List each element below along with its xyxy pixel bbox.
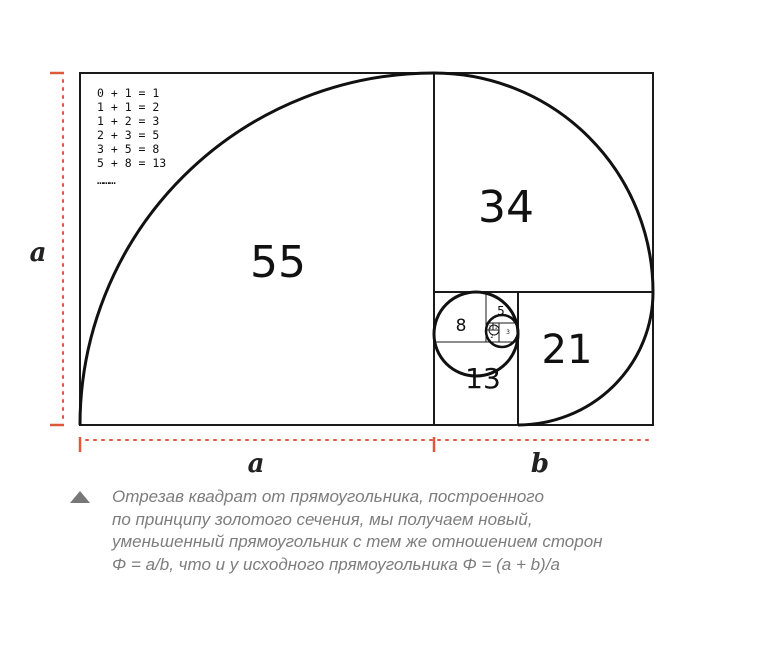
sequence-line: 0 + 1 = 1	[97, 86, 160, 100]
dimension-left	[50, 73, 64, 425]
dimension-bottom	[80, 437, 650, 452]
square-34	[434, 73, 653, 292]
dimension-label-left-a: a	[29, 238, 47, 268]
fibonacci-sequence-list	[97, 86, 166, 187]
label-2: 2	[490, 334, 494, 340]
caption-line: Φ = a/b, что и у исходного прямоугольника Φ = (a + b)/a	[112, 554, 560, 574]
sequence-line: 1 + 2 = 3	[97, 114, 160, 128]
label-34: 34	[478, 182, 534, 233]
label-3: 3	[506, 329, 510, 336]
caption-line: Отрезав квадрат от прямоугольника, построенного	[112, 487, 544, 506]
sequence-line: 5 + 8 = 13	[97, 156, 167, 170]
label-13: 13	[465, 362, 501, 395]
sequence-line: 3 + 5 = 8	[97, 142, 160, 156]
label-1b: 1	[494, 325, 498, 330]
caption-line: по принципу золотого сечения, мы получаем новый,	[112, 509, 533, 529]
label-5: 5	[497, 304, 505, 318]
caption-line: уменьшенный прямоугольник с тем же отношением сторон	[112, 532, 603, 551]
sequence-ellipsis: ………	[97, 173, 115, 187]
caption-triangle-icon	[70, 491, 90, 503]
sequence-line: 2 + 3 = 5	[97, 128, 160, 142]
label-8: 8	[455, 316, 467, 336]
dimension-label-bottom-a: a	[247, 449, 265, 479]
label-21: 21	[541, 327, 593, 373]
spiral-arc-34	[434, 73, 653, 292]
label-1a: 1	[488, 325, 492, 330]
dimension-label-bottom-b: b	[530, 449, 550, 479]
caption	[112, 486, 712, 576]
sequence-line: 1 + 1 = 2	[97, 100, 160, 114]
label-55: 55	[250, 237, 306, 288]
